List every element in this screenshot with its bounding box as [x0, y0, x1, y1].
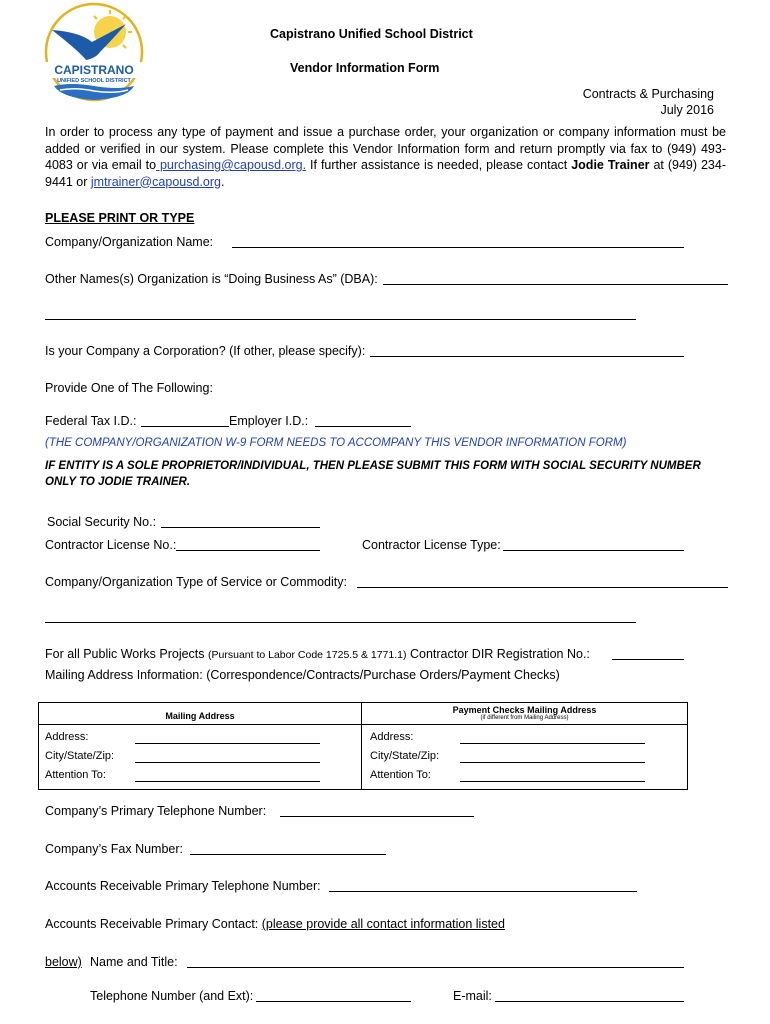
sole-proprietor-note-2: ONLY TO JODIE TRAINER. [45, 476, 191, 488]
email-field[interactable] [495, 1001, 684, 1002]
dba-field-line-2[interactable] [45, 319, 636, 320]
service-type-label: Company/Organization Type of Service or Commodity: [45, 575, 347, 589]
employer-id-field[interactable] [315, 426, 411, 427]
contractor-license-type-field[interactable] [503, 550, 684, 551]
mailing-address-header-cell [39, 703, 362, 725]
dba-field[interactable] [383, 284, 728, 285]
left-attention-field[interactable] [135, 781, 320, 782]
left-attention-label: Attention To: [45, 769, 106, 781]
ar-contact-text: Accounts Receivable Primary Contact: [45, 917, 262, 931]
employer-id-label: Employer I.D.: [229, 414, 309, 428]
public-works-text-3: Contractor DIR Registration No.: [406, 647, 590, 661]
fax-label: Company’s Fax Number: [45, 842, 184, 856]
logo-subtitle: UNIFIED SCHOOL DISTRICT [57, 78, 131, 84]
public-works-text-2: (Pursuant to Labor Code 1725.5 & 1771.1) [208, 649, 407, 661]
right-city-field[interactable] [460, 762, 645, 763]
ar-contact-note: (please provide all contact information listed [261, 917, 505, 931]
federal-tax-label: Federal Tax I.D.: [45, 414, 137, 428]
contractor-license-no-label: Contractor License No.: [45, 538, 177, 552]
intro-text-2: If further assistance is needed, please contact [306, 158, 572, 172]
name-title-field[interactable] [187, 967, 684, 968]
right-attention-field[interactable] [460, 781, 645, 782]
right-address-label: Address: [370, 731, 414, 743]
corporation-field[interactable] [370, 356, 684, 357]
service-type-field-line-2[interactable] [45, 622, 636, 623]
right-attention-label: Attention To: [370, 769, 431, 781]
left-address-label: Address: [45, 731, 89, 743]
ar-contact-label [45, 917, 505, 931]
dir-registration-field[interactable] [612, 659, 684, 660]
district-logo [40, 2, 148, 102]
department: Contracts & Purchasing [582, 87, 714, 101]
left-city-label: City/State/Zip: [45, 750, 115, 762]
company-name-field[interactable] [232, 247, 684, 248]
mailing-address-table [38, 702, 688, 790]
payment-address-fields [362, 725, 688, 790]
right-address-field[interactable] [460, 743, 645, 744]
right-city-label: City/State/Zip: [370, 750, 440, 762]
name-title-label: Name and Title: [90, 955, 178, 969]
public-works-label [45, 647, 590, 661]
ssn-field[interactable] [161, 527, 320, 528]
fax-field[interactable] [190, 854, 386, 855]
purchasing-email-link[interactable]: purchasing@capousd.org. [156, 158, 307, 172]
contractor-license-no-field[interactable] [176, 550, 320, 551]
left-city-field[interactable] [135, 762, 320, 763]
telephone-ext-label: Telephone Number (and Ext): [90, 989, 254, 1003]
primary-phone-field[interactable] [280, 816, 474, 817]
mailing-address-header: Mailing Address [165, 711, 235, 721]
mailing-address-fields [39, 725, 362, 790]
contact-name: Jodie Trainer [571, 158, 650, 172]
public-works-text-1: For all Public Works Projects [45, 647, 209, 661]
primary-phone-label: Company’s Primary Telephone Number: [45, 804, 267, 818]
intro-text-1: In order to process any type of payment and issue a purchase order, your organization or company information must be added or verified in our system. Please complete this Vendor Information form and return promptly via fax to (949) 493-4083 or via email to [45, 125, 726, 172]
dba-label: Other Names(s) Organization is “Doing Business As” (DBA): [45, 272, 378, 286]
sole-proprietor-note-1: IF ENTITY IS A SOLE PROPRIETOR/INDIVIDUAL, THEN PLEASE SUBMIT THIS FORM WITH SOCIAL SECURITY NUMBER [45, 460, 701, 472]
ar-phone-field[interactable] [329, 891, 637, 892]
intro-text-3: at (949) 234-9441 or [45, 158, 727, 189]
intro-paragraph [45, 124, 726, 190]
payment-checks-subheader: (if different from Mailing Address) [480, 715, 569, 721]
intro-text-4: . [220, 174, 225, 189]
federal-tax-field[interactable] [141, 426, 229, 427]
telephone-ext-field[interactable] [256, 1001, 411, 1002]
provide-one-label: Provide One of The Following: [45, 381, 213, 395]
service-type-field[interactable] [357, 587, 728, 588]
corporation-label: Is your Company a Corporation? (If other, please specify): [45, 344, 366, 358]
mailing-info-label: Mailing Address Information: (Correspondence/Contracts/Purchase Orders/Payment Checks) [45, 668, 560, 682]
form-date: July 2016 [660, 103, 714, 117]
ar-phone-label: Accounts Receivable Primary Telephone Number: [45, 879, 321, 893]
ssn-label: Social Security No.: [47, 515, 157, 529]
w9-note: (THE COMPANY/ORGANIZATION W-9 FORM NEEDS TO ACCOMPANY THIS VENDOR INFORMATION FORM) [45, 437, 627, 449]
email-label: E-mail: [453, 989, 492, 1003]
form-title: Vendor Information Form [290, 61, 440, 75]
logo-name: CAPISTRANO [54, 63, 134, 77]
payment-checks-header-cell [362, 703, 688, 725]
district-name: Capistrano Unified School District [270, 27, 473, 41]
contractor-license-type-label: Contractor License Type: [362, 538, 501, 552]
below-text: below) [45, 955, 82, 969]
contact-email-link[interactable]: jmtrainer@capousd.org [90, 174, 221, 189]
print-heading: PLEASE PRINT OR TYPE [45, 211, 195, 225]
company-name-label: Company/Organization Name: [45, 235, 214, 249]
left-address-field[interactable] [135, 743, 320, 744]
payment-checks-header: Payment Checks Mailing Address [452, 705, 597, 715]
